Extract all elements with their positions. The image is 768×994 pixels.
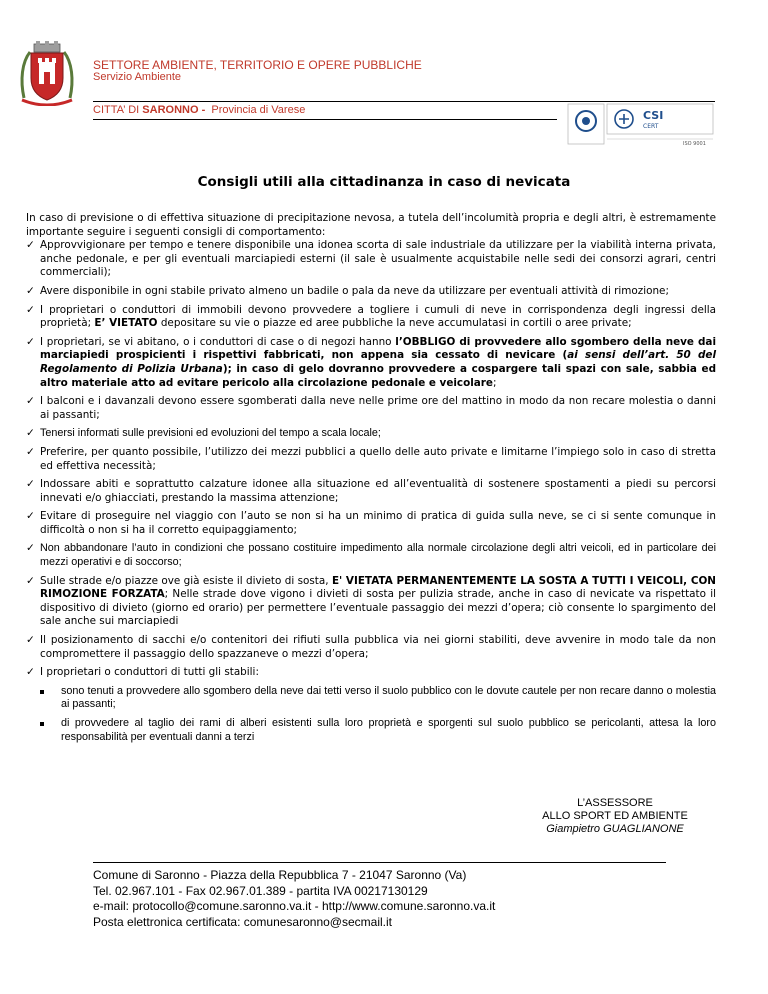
list-item (26, 634, 716, 661)
city-line (93, 104, 305, 116)
signature-block (520, 797, 710, 836)
certification-logo (567, 103, 715, 147)
list-item (26, 395, 716, 422)
item-text: Approvvigionare per tempo e tenere disponibile una idonea scorta di sale industriale da utilizzare per la viabilità interna privata, anche pedonale, e per gli eventuali marciapiedi esterni (il sale è usualmente acquistabile nelle sedi dei consorzi agrari, centri commerciali); (40, 239, 716, 279)
item-text: Tenersi informati sulle previsioni ed evoluzioni del tempo a scala locale; (40, 427, 381, 440)
item-text: Evitare di proseguire nel viaggio con l’auto se non si ha un minimo di pratica di guida sulla neve, se ci si sente comunque in difficoltà o non si ha il corretto equipaggiamento; (40, 510, 716, 536)
item-text: ; (492, 376, 497, 389)
list-item (26, 336, 716, 390)
cert-sub: CERT (643, 123, 659, 130)
item-text: I balconi e i davanzali devono essere sgomberati dalla neve nelle prime ore del mattino in modo da non recare molestia o danni ai passanti; (40, 395, 716, 421)
list-item (26, 304, 716, 331)
list-item (26, 239, 716, 280)
header-divider (93, 101, 715, 102)
item-text: di provvedere al taglio dei rami di alberi esistenti sulla loro proprietà e sporgenti sul suolo pubblico se pericolanti, attesa la loro responsabilità per eventuali danni a terzi (61, 717, 716, 743)
list-item (26, 575, 716, 629)
list-item (26, 478, 716, 505)
item-italic-reference: ai sensi dell’art. 50 del Regolamento di Polizia Urbana (40, 349, 717, 375)
city-divider (93, 119, 557, 120)
item-text: Avere disponibile in ogni stabile privato almeno un badile o pala da neve da utilizzare per eventuali attività di rimozione; (40, 284, 669, 297)
sub-list-item (26, 717, 716, 744)
intro-text: In caso di previsione o di effettiva situazione di precipitazione nevosa, a tutela dell’incolumità propria e degli altri, è estremamente importante seguire i seguenti consigli di comportamento: (26, 212, 716, 238)
signature-title: L’ASSESSORE (577, 797, 653, 809)
item-text: I proprietari, se vi abitano, o i conduttori di case o di negozi hanno (40, 335, 392, 348)
list-item (26, 446, 716, 473)
item-text: Preferire, per quanto possibile, l’utilizzo dei mezzi pubblici a quello delle auto private e limitarne l’impiego solo in caso di stretta ed effettiva necessità; (40, 445, 716, 472)
city-prefix: CITTA’ DI (93, 104, 140, 116)
item-emphasis: E’ VIETATO (94, 317, 158, 330)
department-heading: SETTORE AMBIENTE, TERRITORIO E OPERE PUBBLICHE (93, 58, 422, 72)
list-item (26, 427, 716, 441)
item-emphasis: ); in caso di gelo dovranno provvedere a cospargere tali spazi con sale, sabbia ed altro materiale atto ad evitare pericolo alla circolazione pedonale e veicolare (40, 362, 717, 389)
item-text: Non abbandonare l’auto in condizioni che possano costituire impedimento alla normale circolazione degli altri veicoli, ed in particolare dei mezzi operativi e di soccorso; (40, 542, 716, 569)
item-emphasis: E' VIETATA PERMANENTEMENTE LA SOSTA A TUTTI I VEICOLI, CON RIMOZIONE FORZATA (40, 574, 716, 601)
signature-name: Giampietro GUAGLIANONE (546, 823, 684, 835)
list-item (26, 285, 716, 299)
item-emphasis: l’OBBLIGO di provvedere allo sgombero della neve dai marciapiedi prospicienti i rispettivi fabbricati, non appena sia cessato di nevicare ( (40, 335, 717, 362)
item-text: Sulle strade e/o piazze ove già esiste il divieto di sosta, (40, 574, 329, 587)
iso-label: ISO 9001 (683, 141, 706, 147)
item-text: I proprietari o conduttori di tutti gli stabili: (40, 666, 259, 679)
sub-list-item (26, 685, 716, 712)
footer-phone: Tel. 02.967.101 - Fax 02.967.01.389 - partita IVA 00217130129 (93, 883, 428, 898)
list-item (26, 510, 716, 537)
list-item (26, 542, 716, 569)
province-label: Provincia di Varese (211, 104, 306, 116)
advice-body (26, 212, 716, 749)
city-crest-logo (18, 40, 76, 106)
signature-role: ALLO SPORT ED AMBIENTE (542, 810, 688, 822)
item-text: depositare su vie o piazze ed aree pubbliche la neve accumulatasi in cortili o aree private; (160, 317, 632, 330)
item-text: Indossare abiti e soprattutto calzature idonee alla situazione ed all’eventualità di sostenere spostamenti a piedi su percorsi innevati e/o ghiacciati, prestando la massima attenzione; (40, 478, 716, 504)
page-title: Consigli utili alla cittadinanza in caso di nevicata (197, 174, 571, 190)
footer-contacts (93, 868, 495, 930)
item-text: sono tenuti a provvedere allo sgombero della neve dai tetti verso il suolo pubblico con le dovute cautele per non recare danno o molestia ai passanti; (61, 684, 716, 711)
footer-pec: Posta elettronica certificata: comunesaronno@secmail.it (93, 914, 392, 929)
list-item (26, 666, 716, 680)
city-name: SARONNO - (142, 104, 206, 116)
service-subheading: Servizio Ambiente (93, 71, 182, 83)
item-text: I proprietari o conduttori di immobili devono provvedere a togliere i cumuli di neve in corrispondenza degli ingressi della proprietà; (40, 303, 716, 330)
item-text: ; Nelle strade dove vigono i divieti di sosta per pulizia strade, anche in caso di nevicate va rispettato il dispositivo di divieto (giorno ed orario) per permettere l’eventuale passaggio dei mezzi d’opera; ciò consente lo spargimento del sale anche sui marciapiedi (40, 588, 716, 628)
item-text: Il posizionamento di sacchi e/o contenitori dei rifiuti sulla pubblica via nei giorni stabiliti, deve avvenire in modo tale da non compromettere il passaggio dello spazzaneve o mezzi d’opera; (40, 634, 716, 660)
cert-label: CSI (643, 109, 664, 122)
footer-email: e-mail: protocollo@comune.saronno.va.it - http://www.comune.saronno.va.it (93, 899, 496, 913)
footer-address: Comune di Saronno - Piazza della Repubblica 7 - 21047 Saronno (Va) (93, 868, 467, 882)
footer-divider (93, 862, 666, 863)
